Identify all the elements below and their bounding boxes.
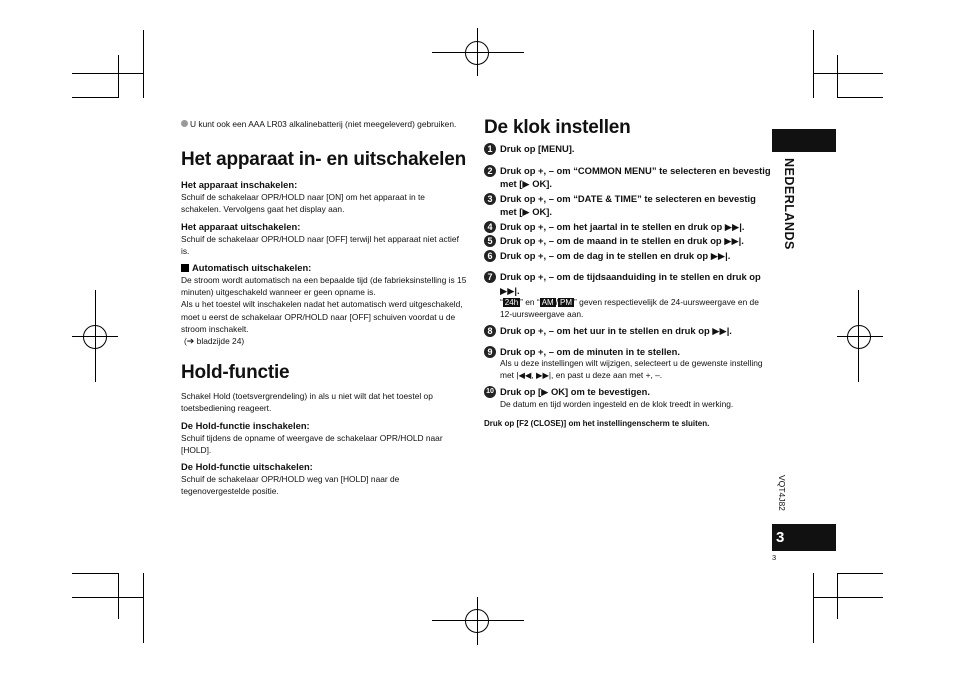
- tag-am: AM: [541, 298, 554, 307]
- step-text: Druk op +, – om “COMMON MENU” te selecteren en bevestig met [▶ OK].: [500, 164, 771, 189]
- power-on-text: Schuif de schakelaar OPR/HOLD naar [ON] om het apparaat in te schakelen. Vervolgens gaat het display aan.: [181, 192, 425, 215]
- step-7-note-mid: ” en “: [520, 297, 540, 307]
- step-text: Druk op [MENU].: [500, 143, 575, 154]
- step-text: Druk op [▶ OK] om te bevestigen.: [500, 386, 650, 397]
- hold-on-text: Schuif tijdens de opname of weergave de schakelaar OPR/HOLD naar [HOLD].: [181, 432, 443, 455]
- step-1: [484, 142, 772, 156]
- step-number-icon: 5: [484, 235, 496, 247]
- step-10: [484, 385, 772, 399]
- step-7-note-rest: ” geven respectievelijk de 24-uursweergave en de 12-uursweergave aan.: [500, 297, 759, 319]
- power-off-text: Schuif de schakelaar OPR/HOLD naar [OFF] terwijl het apparaat niet actief is.: [181, 233, 459, 256]
- power-on-heading: Het apparaat inschakelen:: [181, 179, 298, 191]
- square-bullet-icon: [181, 264, 189, 272]
- arrow-right-icon: ➔: [186, 336, 195, 347]
- hold-off-heading: De Hold-functie uitschakelen:: [181, 461, 313, 473]
- hold-off-text: Schuif de schakelaar OPR/HOLD weg van [HOLD] naar de tegenovergestelde positie.: [181, 474, 400, 497]
- auto-off-heading-row: [181, 262, 467, 274]
- step-number-icon: 9: [484, 346, 496, 358]
- section-title-clock: De klok instellen: [484, 117, 631, 138]
- tag-24h: 24h: [504, 298, 519, 307]
- step-number-icon: 10: [484, 386, 496, 398]
- tag-pm: PM: [560, 298, 573, 307]
- step-7-note: “ 24h ” en “ AM / PM ” geven respectievelijk de 24-uursweergave en de 12-uursweergave aan.: [500, 297, 759, 319]
- step-number-icon: 4: [484, 221, 496, 233]
- right-column: [484, 116, 772, 430]
- auto-off-reference: (➔ bladzijde 24): [184, 336, 245, 347]
- step-5: [484, 234, 772, 248]
- step-text: Druk op +, – om de minuten in te stellen.: [500, 345, 680, 357]
- auto-off-heading: Automatisch uitschakelen:: [192, 262, 312, 274]
- language-label: NEDERLANDS: [782, 158, 796, 250]
- document-code: VQT4J82: [777, 475, 787, 511]
- step-number-icon: 8: [484, 325, 496, 337]
- step-2: [484, 164, 772, 191]
- step-number-icon: 3: [484, 193, 496, 205]
- step-4: [484, 220, 772, 234]
- step-8: [484, 324, 772, 338]
- hold-on-heading: De Hold-functie inschakelen:: [181, 419, 310, 431]
- step-text: Druk op +, – om de maand in te stellen en druk op ▶▶|.: [500, 235, 744, 246]
- step-9-note: Als u deze instellingen wilt wijzigen, selecteert u de gewenste instelling met |◀◀, ▶▶|, en past u deze aan met +, –.: [500, 358, 763, 380]
- step-10-note: De datum en tijd worden ingesteld en de klok treedt in werking.: [500, 398, 734, 409]
- step-number-icon: 1: [484, 143, 496, 155]
- step-6: [484, 249, 772, 263]
- step-text: Druk op +, – om het uur in te stellen en druk op ▶▶|.: [500, 325, 732, 336]
- step-number-icon: 6: [484, 250, 496, 262]
- page-reference: bladzijde 24): [196, 336, 245, 347]
- hold-intro: Schakel Hold (toetsvergrendeling) in als u niet wilt dat het toestel op toetsbediening reageert.: [181, 391, 433, 414]
- step-7-note-sep: /: [555, 297, 559, 307]
- step-number-icon: 7: [484, 271, 496, 283]
- auto-off-text-2: Als u het toestel wilt inschakelen nadat het automatisch werd uitgeschakeld, moet u eerst de schakelaar OPR/HOLD naar [OFF] schuiven voordat u de stroom inschakelt.: [181, 299, 463, 334]
- step-9: [484, 345, 772, 359]
- page-number: 3: [772, 553, 777, 562]
- auto-off-text-1: De stroom wordt automatisch na een bepaalde tijd (de fabrieksinstelling is 15 minuten) uitgeschakeld wanneer er geen opname is.: [181, 275, 467, 298]
- battery-note-text: U kunt ook een AAA LR03 alkalinebatterij (niet meegeleverd) gebruiken.: [190, 119, 457, 129]
- step-7: [484, 270, 772, 297]
- bullet-icon: [181, 120, 188, 127]
- power-off-heading: Het apparaat uitschakelen:: [181, 220, 301, 232]
- battery-note: [181, 118, 467, 130]
- close-note: Druk op [F2 (CLOSE)] om het instellingenscherm te sluiten.: [484, 419, 710, 428]
- step-number-icon: 2: [484, 165, 496, 177]
- language-tab-bar: [772, 129, 836, 152]
- step-text: Druk op +, – om het jaartal in te stellen en druk op ▶▶|.: [500, 220, 745, 232]
- section-title-hold: Hold-functie: [181, 362, 290, 384]
- step-text: Druk op +, – om “DATE & TIME” te selecteren en bevestig met [▶ OK].: [500, 192, 756, 217]
- step-text: Druk op +, – om de tijdsaanduiding in te stellen en druk op ▶▶|.: [500, 271, 761, 296]
- step-3: [484, 192, 772, 219]
- page-number-box: 3: [772, 524, 836, 551]
- step-text: Druk op +, – om de dag in te stellen en druk op ▶▶|.: [500, 249, 731, 261]
- left-column: [181, 118, 467, 497]
- section-title-power: Het apparaat in- en uitschakelen: [181, 149, 467, 171]
